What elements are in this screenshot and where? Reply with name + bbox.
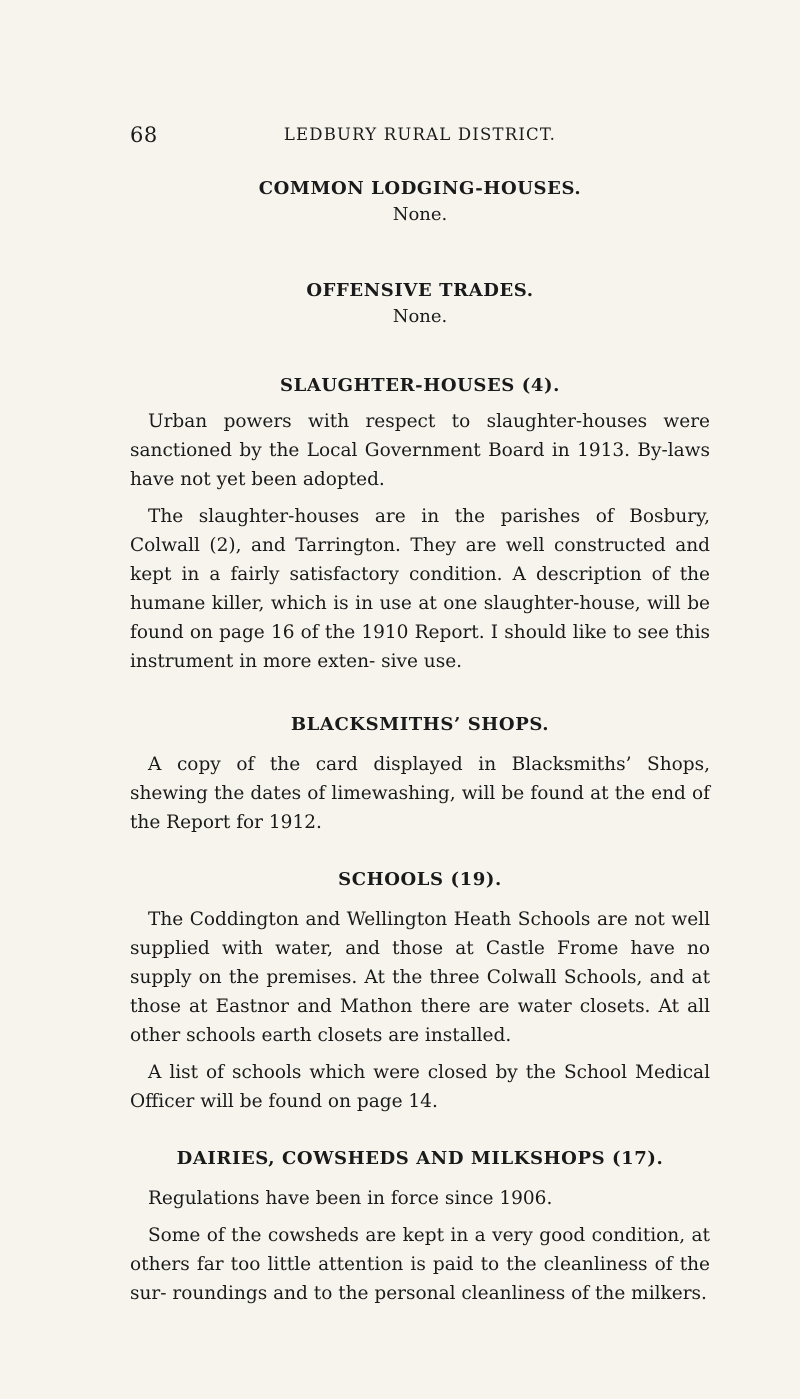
section-dairies bbox=[130, 1146, 710, 1308]
section-body: None. bbox=[392, 306, 448, 327]
paragraph: A copy of the card displayed in Blacksmiths’ Shops, shewing the dates of limewashing, will be found at the end of the Report for 1912. bbox=[130, 754, 710, 833]
paragraph: Regulations have been in force since 1906. bbox=[148, 1188, 553, 1209]
section-heading: OFFENSIVE TRADES. bbox=[306, 280, 534, 301]
section-heading: COMMON LODGING-HOUSES. bbox=[258, 178, 582, 199]
section-heading: SCHOOLS (19). bbox=[338, 869, 502, 890]
section-lodging-houses bbox=[130, 176, 710, 228]
paragraph: The Coddington and Wellington Heath Schools are not well supplied with water, and those at Castle Frome have no supply on the premises. At the three Colwall Schools, and at those at Eastnor and Mathon there are water closets. At all other schools earth closets are installed. bbox=[130, 909, 710, 1046]
section-offensive-trades bbox=[130, 278, 710, 330]
section-blacksmiths bbox=[130, 712, 710, 837]
section-heading: DAIRIES, COWSHEDS AND MILKSHOPS (17). bbox=[176, 1148, 664, 1169]
paragraph: The slaughter-houses are in the parishes of Bosbury, Colwall (2), and Tarrington. They are well constructed and kept in a fairly satisfactory condition. A description of the humane killer, which is in use at one slaughter-house, will be found on page 16 of the 1910 Report. I should like to see this instrument in more exten- sive use. bbox=[130, 506, 710, 672]
paragraph: A list of schools which were closed by the School Medical Officer will be found on page 14. bbox=[130, 1062, 710, 1112]
paragraph: Urban powers with respect to slaughter-houses were sanctioned by the Local Government Board in 1913. By-laws have not yet been adopted. bbox=[130, 411, 710, 490]
running-title: LEDBURY RURAL DISTRICT. bbox=[283, 125, 557, 144]
page-content bbox=[130, 176, 710, 1308]
section-heading: BLACKSMITHS’ SHOPS. bbox=[290, 714, 550, 735]
page-header bbox=[130, 123, 710, 153]
page-number: 68 bbox=[130, 123, 158, 147]
section-body: None. bbox=[392, 204, 448, 225]
section-heading: SLAUGHTER-HOUSES (4). bbox=[279, 375, 561, 396]
paragraph: Some of the cowsheds are kept in a very good condition, at others far too little attention is paid to the cleanliness of the sur- roundings and to the personal cleanliness of the milkers. bbox=[130, 1225, 710, 1304]
section-slaughter-houses bbox=[130, 373, 710, 676]
section-schools bbox=[130, 867, 710, 1116]
